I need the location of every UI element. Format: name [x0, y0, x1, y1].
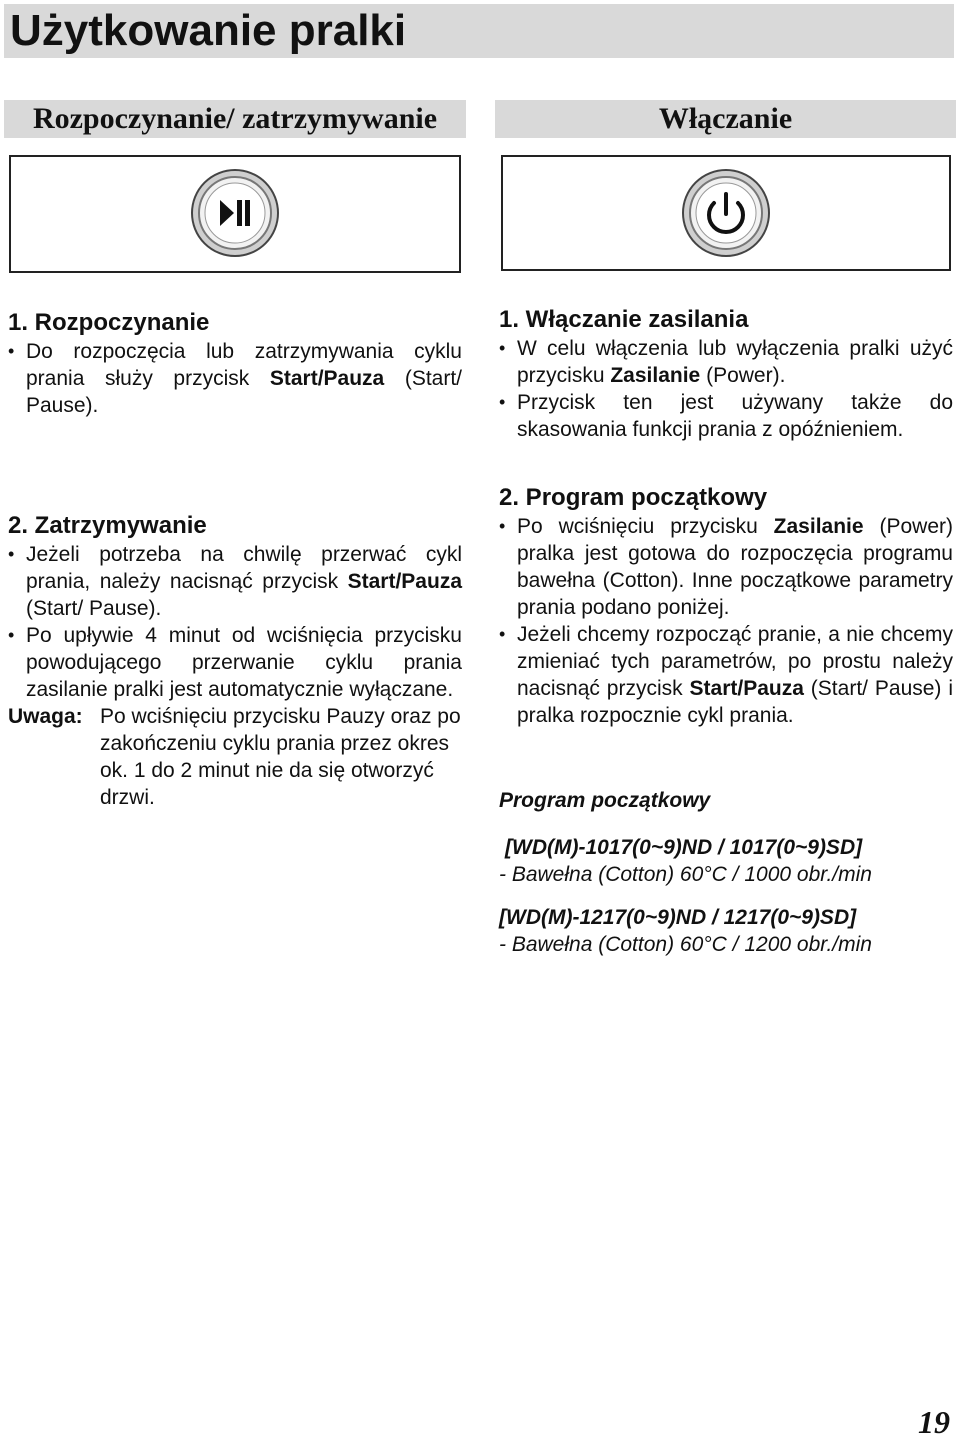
section-heading-power-on: 1. Włączanie zasilania [499, 306, 749, 333]
start-pause-panel [9, 155, 461, 273]
section-starting [8, 308, 462, 419]
page-title: Użytkowanie pralki [4, 4, 954, 58]
section-heading-initial-program: 2. Program początkowy [499, 484, 768, 511]
section-initial-program [499, 483, 953, 729]
section-power-on [499, 305, 953, 443]
program-setting: - Bawełna (Cotton) 60°C / 1000 obr./min [499, 863, 872, 886]
list-item: • Przycisk ten jest używany także do skasowania funkcji prania z opóźnieniem. [499, 391, 953, 441]
left-column-header: Rozpoczynanie/ zatrzymywanie [4, 100, 466, 138]
power-panel [501, 155, 951, 271]
bullet-icon: • [499, 392, 506, 412]
list-item: • Jeżeli potrzeba na chwilę przerwać cykl prania, należy nacisnąć przycisk Start/Pauza (Start/ Pause). [8, 543, 462, 620]
start-pause-icon [190, 168, 280, 258]
program-defaults [499, 787, 953, 958]
list-item: • Po wciśnięciu przycisku Zasilanie (Power) pralka jest gotowa do rozpoczęcia programu bawełna (Cotton). Inne początkowe parametry prania podano poniżej. [499, 515, 953, 619]
list-item: • Do rozpoczęcia lub zatrzymywania cyklu prania służy przycisk Start/Pauza (Start/ Pause). [8, 340, 463, 417]
program-setting: - Bawełna (Cotton) 60°C / 1200 obr./min [499, 933, 872, 956]
list-item: • Po upływie 4 minut od wciśnięcia przycisku powodującego przerwanie cyklu prania zasilanie pralki jest automatycznie wyłączane. [8, 624, 462, 701]
model-line: [WD(M)-1017(0~9)ND / 1017(0~9)SD] [505, 836, 863, 859]
bullet-icon: • [8, 625, 15, 645]
bullet-icon: • [499, 516, 506, 536]
bullet-icon: • [499, 624, 506, 644]
note-label: Uwaga: [8, 705, 83, 728]
list-item: • Jeżeli chcemy rozpocząć pranie, a nie chcemy zmieniać tych parametrów, po prostu należy nacisnąć przycisk Start/Pauza (Start/ Pause) i pralka rozpocznie cykl prania. [499, 623, 953, 727]
power-icon [681, 168, 771, 258]
section-heading-stopping: 2. Zatrzymywanie [8, 512, 207, 539]
page-number: 19 [918, 1404, 950, 1440]
list-item: • W celu włączenia lub wyłączenia pralki użyć przycisku Zasilanie (Power). [499, 337, 953, 387]
section-stopping [8, 511, 462, 811]
program-title: Program początkowy [499, 789, 711, 812]
bullet-icon: • [8, 341, 15, 361]
note [8, 703, 462, 811]
bullet-icon: • [8, 544, 15, 564]
section-heading-starting: 1. Rozpoczynanie [8, 309, 210, 336]
right-column-header: Włączanie [495, 100, 956, 138]
model-line: [WD(M)-1217(0~9)ND / 1217(0~9)SD] [499, 906, 857, 929]
bullet-icon: • [499, 338, 506, 358]
note-text: Po wciśnięciu przycisku Pauzy oraz po zakończeniu cyklu prania przez okres ok. 1 do 2 minut nie da się otworzyć drzwi. [100, 705, 461, 809]
